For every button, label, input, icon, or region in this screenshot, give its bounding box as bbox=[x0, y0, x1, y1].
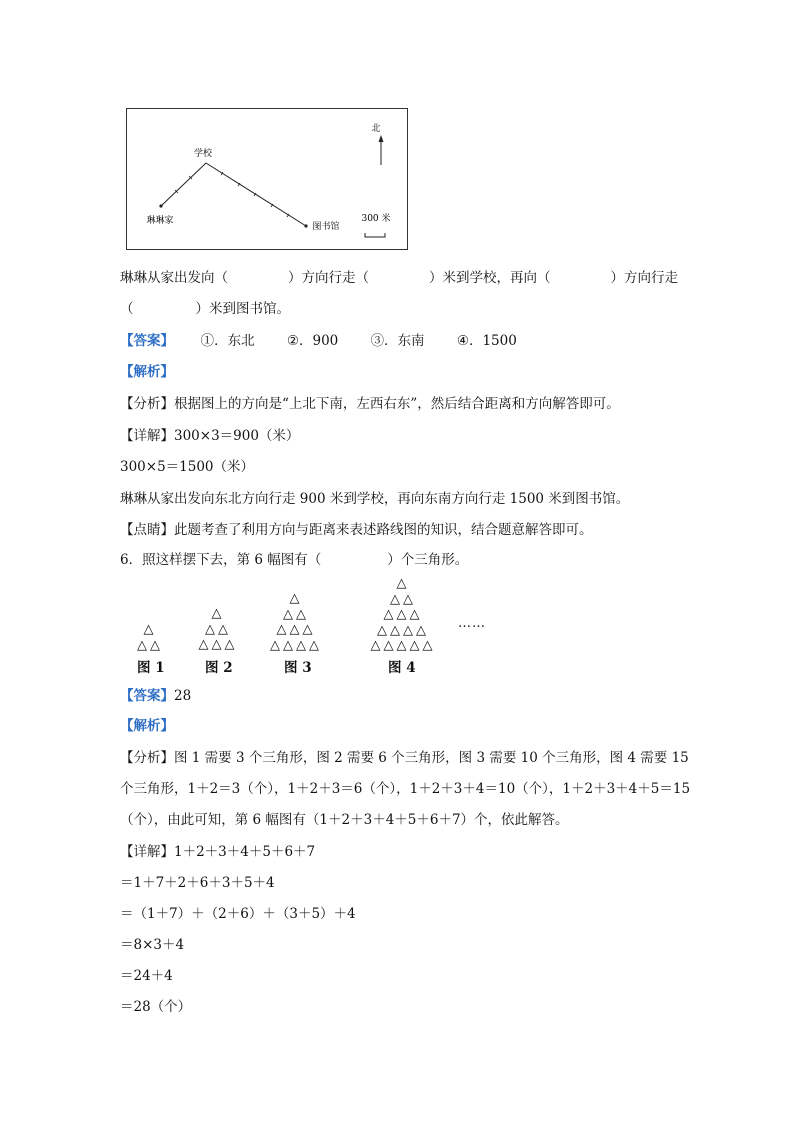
q5-text: ）方向行走 bbox=[610, 270, 678, 286]
triangle-row: △ bbox=[396, 576, 410, 591]
a5-answer bbox=[120, 331, 517, 351]
q6-text: 6．照这样摆下去，第 6 幅图有（ bbox=[120, 552, 322, 568]
answer-tag: 【答案】 bbox=[120, 333, 174, 349]
a6-fenxi-1 bbox=[120, 748, 689, 768]
xiangjie-text: 300×3＝900（米） bbox=[174, 428, 300, 444]
route-home-school bbox=[161, 163, 206, 206]
triangle-row: △ bbox=[211, 606, 225, 621]
q5-text: ）米到学校，再向（ bbox=[429, 270, 551, 286]
triangle-row: △△ bbox=[205, 621, 231, 637]
dianjing-tag: 【点睛】 bbox=[120, 522, 174, 538]
triangle-row: △△ bbox=[283, 606, 309, 622]
north-label: 北 bbox=[371, 124, 381, 134]
answer-item: ④．1500 bbox=[456, 333, 517, 349]
triangle-row: △△△△ bbox=[270, 637, 322, 653]
a6-xiangjie bbox=[120, 842, 315, 862]
route-map-drawing bbox=[127, 109, 409, 251]
scale-label: 300 米 bbox=[361, 214, 391, 224]
a6-step-1: ＝1＋7＋2＋6＋3＋5＋4 bbox=[120, 875, 275, 891]
scale-bar bbox=[365, 233, 385, 237]
a6-step-5: ＝28（个） bbox=[120, 999, 192, 1015]
answer-item: ③．东南 bbox=[370, 333, 425, 349]
figure-3 bbox=[260, 576, 332, 653]
q5-line2 bbox=[120, 299, 290, 319]
a6-step-3: ＝8×3＋4 bbox=[120, 937, 185, 953]
triangle-row: △△△ bbox=[276, 622, 316, 637]
triangle-row: △ bbox=[143, 622, 157, 637]
a5-xiangjie-3: 琳琳从家出发向东北方向行走 900 米到学校，再向东南方向行走 1500 米到图书馆。 bbox=[120, 491, 630, 507]
home-dot bbox=[159, 204, 162, 207]
q5-text: ）方向行走（ bbox=[288, 270, 369, 286]
triangle-row: △△△ bbox=[383, 607, 423, 622]
fenxi-text: 根据图上的方向是“上北下南，左西右东”，然后结合距离和方向解答即可。 bbox=[174, 396, 620, 412]
a6-step-2: ＝（1＋7）＋（2＋6）＋（3＋5）＋4 bbox=[120, 906, 356, 922]
figure-2 bbox=[190, 576, 246, 653]
triangle-row: △△ bbox=[137, 637, 163, 653]
a6-step-4: ＝24＋4 bbox=[120, 968, 173, 984]
xiangjie-tag: 【详解】 bbox=[120, 844, 174, 860]
route-map bbox=[126, 108, 408, 250]
answer-tag: 【答案】 bbox=[120, 688, 174, 704]
school-label: 学校 bbox=[193, 149, 213, 159]
fenxi-tag: 【分析】 bbox=[120, 396, 174, 412]
triangle-row: △ bbox=[289, 591, 303, 606]
q5-text: 琳琳从家出发向（ bbox=[120, 270, 228, 286]
a6-fenxi-3: （个），由此可知，第 6 幅图有（1＋2＋3＋4＋5＋6＋7）个，依此解答。 bbox=[120, 812, 569, 828]
answer-item: ①．东北 bbox=[200, 333, 255, 349]
fenxi-text: 图 1 需要 3 个三角形，图 2 需要 6 个三角形，图 3 需要 10 个三角形，图 4 需要 15 bbox=[174, 750, 689, 766]
triangle-row: △△△△△ bbox=[370, 638, 436, 653]
route-school-library bbox=[206, 163, 306, 226]
q6-stem bbox=[120, 550, 468, 570]
figure-1 bbox=[130, 576, 170, 653]
home-label: 琳琳家 bbox=[146, 216, 174, 226]
figure-4-label: 图 4 bbox=[388, 660, 416, 676]
triangle-row: △△ bbox=[390, 591, 416, 607]
a5-jiexi bbox=[120, 362, 174, 382]
dianjing-text: 此题考查了利用方向与距离来表述路线图的知识，结合题意解答即可。 bbox=[174, 522, 593, 538]
xiangjie-text: 1＋2＋3＋4＋5＋6＋7 bbox=[174, 844, 316, 860]
answer-item: ②．900 bbox=[286, 333, 339, 349]
q6-text: ）个三角形。 bbox=[387, 552, 469, 568]
triangle-row: △△△△ bbox=[377, 622, 429, 638]
a5-xiangjie-2: 300×5＝1500（米） bbox=[120, 459, 255, 475]
jiexi-tag: 【解析】 bbox=[120, 718, 174, 734]
xiangjie-tag: 【详解】 bbox=[120, 428, 174, 444]
route-ticks bbox=[175, 172, 289, 217]
ellipsis: …… bbox=[458, 616, 486, 631]
jiexi-tag: 【解析】 bbox=[120, 364, 174, 380]
q5-text: （ bbox=[120, 301, 134, 317]
q5-text: ）米到图书馆。 bbox=[195, 301, 290, 317]
a6-jiexi bbox=[120, 716, 174, 736]
a5-dianjing bbox=[120, 520, 593, 540]
north-arrow-head bbox=[379, 135, 384, 142]
figure-3-label: 图 3 bbox=[284, 660, 312, 676]
figure-2-label: 图 2 bbox=[205, 660, 233, 676]
answer-value: 28 bbox=[174, 688, 192, 704]
a6-answer bbox=[120, 686, 191, 706]
fenxi-tag: 【分析】 bbox=[120, 750, 174, 766]
figure-4 bbox=[360, 576, 446, 654]
library-label: 图书馆 bbox=[312, 222, 340, 232]
a6-fenxi-2: 个三角形，1＋2＝3（个），1＋2＋3＝6（个），1＋2＋3＋4＝10（个），1＋2＋3＋4＋5＝15 bbox=[120, 781, 691, 797]
a5-xiangjie bbox=[120, 426, 299, 446]
triangle-row: △△△ bbox=[198, 637, 238, 652]
figure-1-label: 图 1 bbox=[137, 660, 165, 676]
a5-fenxi bbox=[120, 394, 620, 414]
library-dot bbox=[304, 224, 307, 227]
q5-line1 bbox=[120, 268, 678, 288]
